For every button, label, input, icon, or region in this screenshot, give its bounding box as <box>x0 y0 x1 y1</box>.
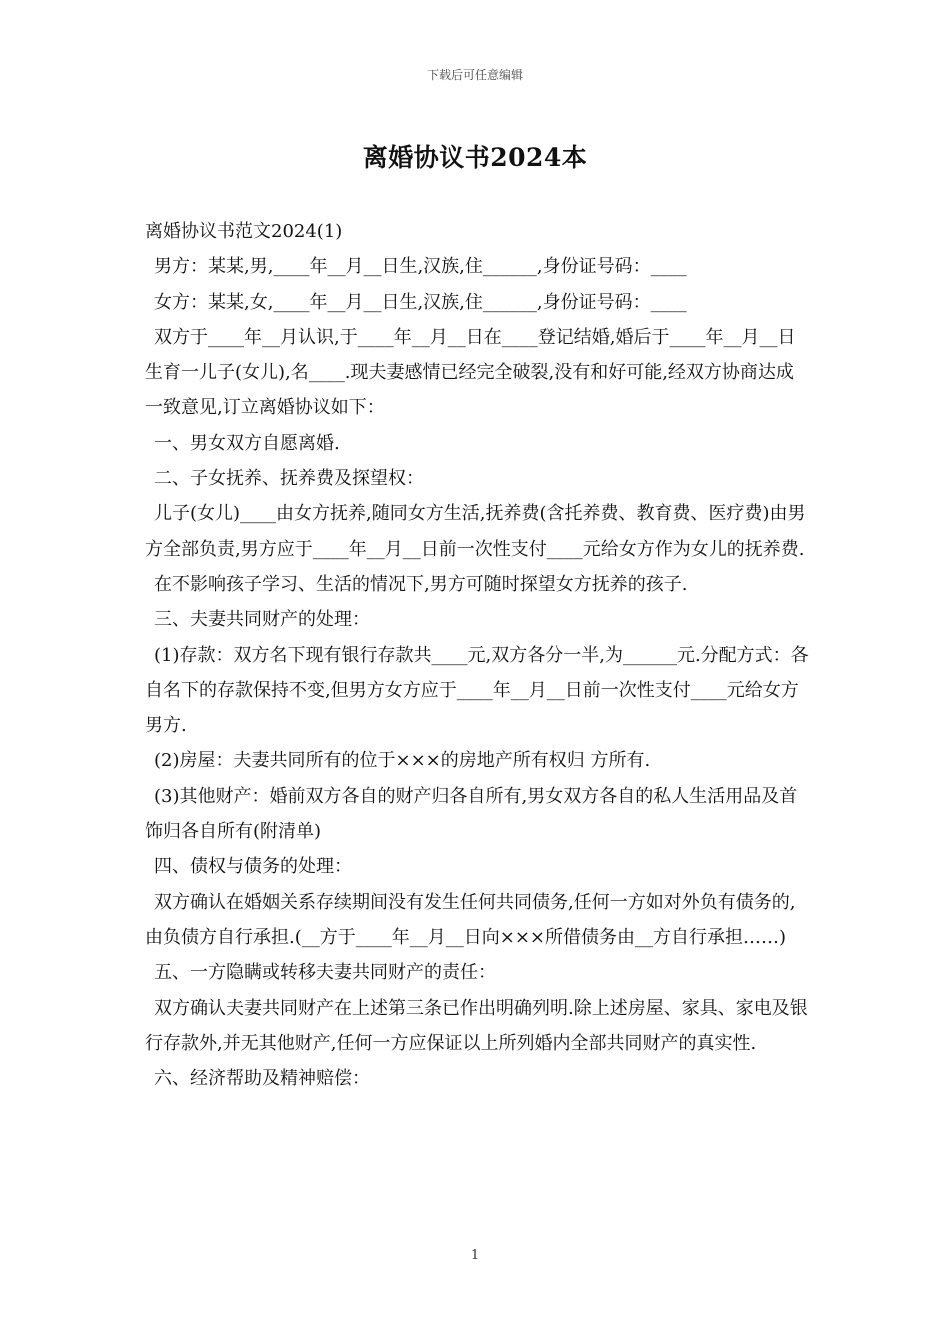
section-subtitle: 离婚协议书范文2024(1) <box>145 221 343 242</box>
clause-4-heading: 四、债权与债务的处理： <box>154 856 352 878</box>
page-number: 1 <box>470 1248 480 1263</box>
paragraph-background: 双方于____年__月认识,于____年__月__日在____登记结婚,婚后于____年__月__日生育一儿子(女儿),名____.现夫妻感情已经完全破裂,没有和好可能,经双方协商达成一致意见,订立离婚协议如下： <box>145 326 796 419</box>
clause-6-heading: 六、经济帮助及精神赔偿： <box>154 1068 370 1090</box>
paragraph-house: (2)房屋：夫妻共同所有的位于×××的房地产所有权归 方所有. <box>154 750 651 772</box>
clause-1-heading: 一、男女双方自愿离婚. <box>154 432 340 454</box>
paragraph-child-custody: 儿子(女儿)____由女方抚养,随同女方生活,抚养费(含托养费、教育费、医疗费)由男方全部负责,男方应于____年__月__日前一次性支付____元给女方作为女儿的抚养费. <box>145 503 806 560</box>
paragraph-concealment: 双方确认夫妻共同财产在上述第三条已作出明确列明.除上述房屋、家具、家电及银行存款外,并无其他财产,任何一方应保证以上所列婚内全部共同财产的真实性. <box>145 997 808 1054</box>
page-header-note: 下载后可任意编辑 <box>426 68 523 82</box>
paragraph-other-property: (3)其他财产：婚前双方各自的财产归各自所有,男女双方各自的私人生活用品及首饰归各自所有(附清单) <box>145 785 798 843</box>
paragraph-female-party: 女方：某某,女,____年__月__日生,汉族,住______,身份证号码：____ <box>154 291 687 313</box>
paragraph-male-party: 男方：某某,男,____年__月__日生,汉族,住______,身份证号码：____ <box>154 256 687 278</box>
document-body <box>145 214 810 1096</box>
document-title: 离婚协议书2024本 <box>362 143 588 172</box>
clause-5-heading: 五、一方隐瞒或转移夫妻共同财产的责任： <box>154 962 496 984</box>
paragraph-savings: (1)存款：双方名下现有银行存款共____元,双方各分一半,为______元.分配方式：各自名下的存款保持不变,但男方女方应于____年__月__日前一次性支付____元给女方男方. <box>145 644 809 737</box>
clause-2-heading: 二、子女抚养、抚养费及探望权： <box>154 468 424 490</box>
paragraph-debts: 双方确认在婚姻关系存续期间没有发生任何共同债务,任何一方如对外负有债务的,由负债方自行承担.(__方于____年__月__日向×××所借债务由__方自行承担……) <box>145 891 796 948</box>
paragraph-visitation: 在不影响孩子学习、生活的情况下,男方可随时探望女方抚养的孩子. <box>154 573 688 595</box>
clause-3-heading: 三、夫妻共同财产的处理： <box>154 609 370 631</box>
